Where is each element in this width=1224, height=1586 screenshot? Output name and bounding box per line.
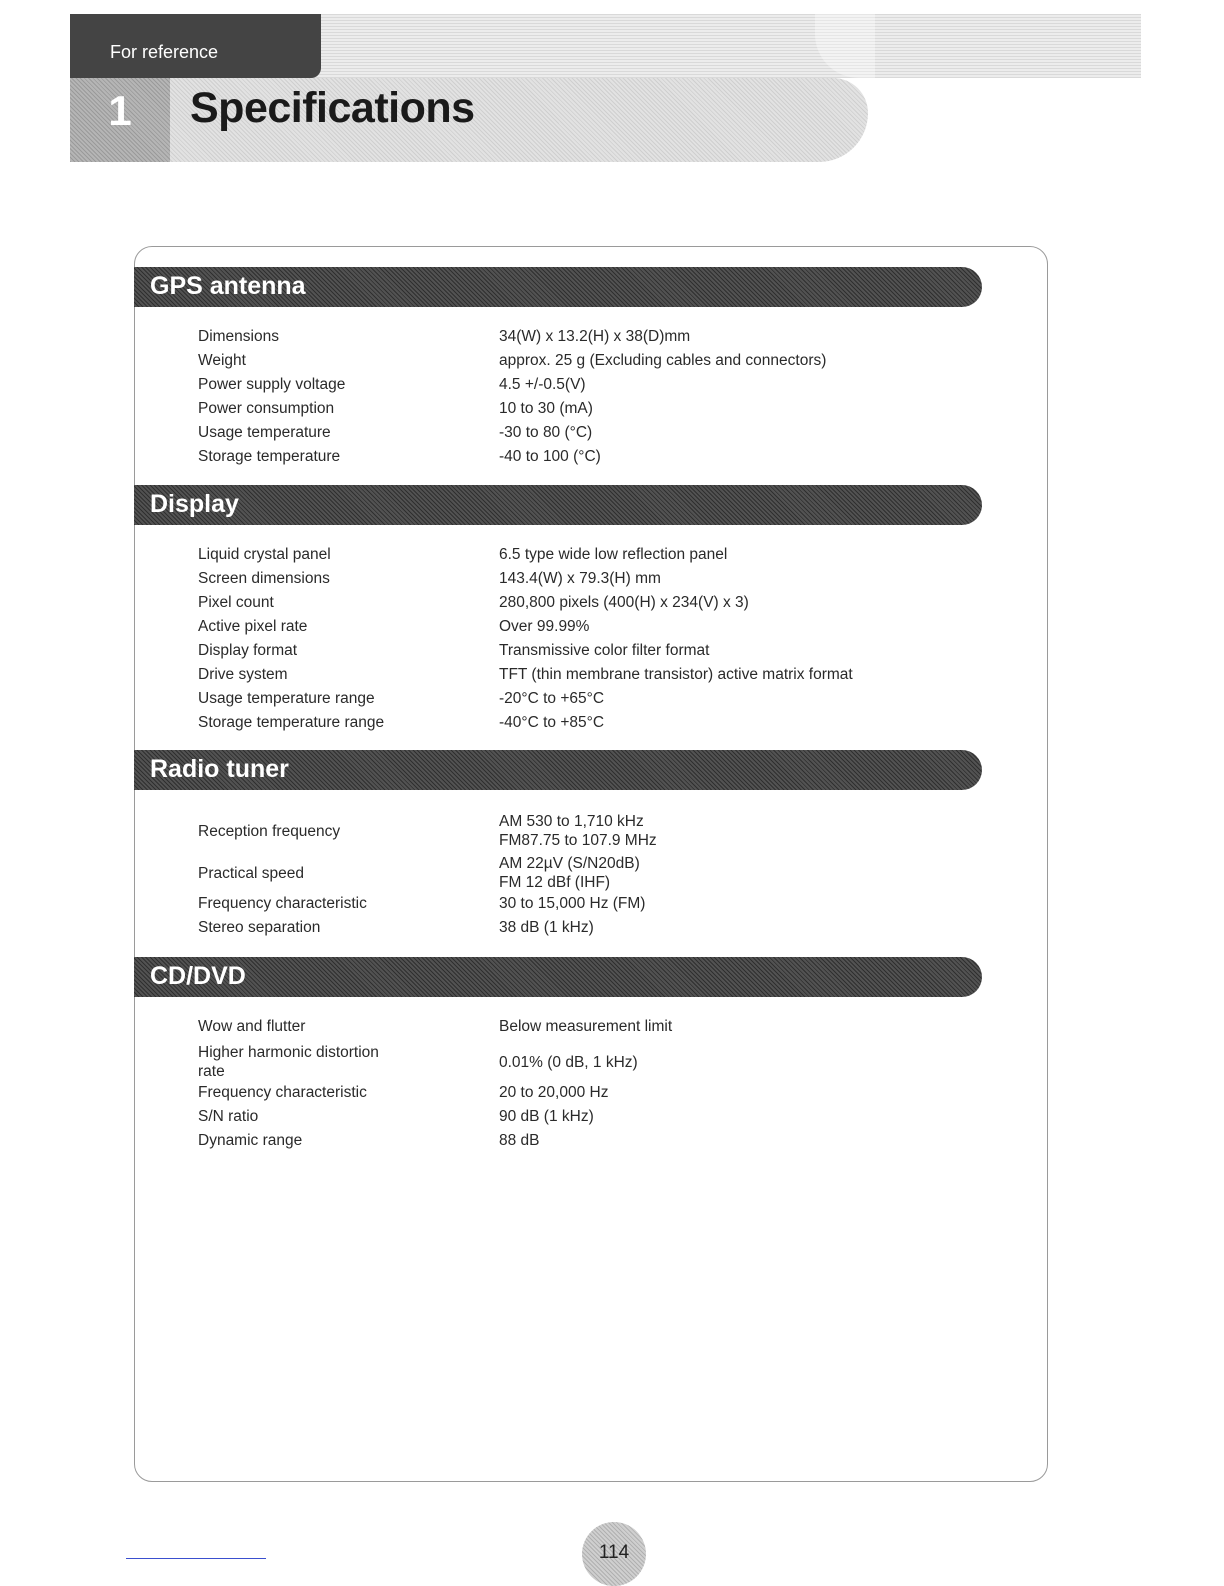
section-header-display: Display (134, 485, 982, 525)
spec-label: Storage temperature (198, 448, 341, 465)
spec-value: approx. 25 g (Excluding cables and connectors) (499, 352, 827, 369)
spec-label: Wow and flutter (198, 1018, 306, 1035)
spec-row (198, 1017, 958, 1041)
spec-label: S/N ratio (198, 1108, 259, 1125)
spec-row (198, 1131, 958, 1155)
cddvd-spec-table (198, 1017, 958, 1155)
spec-row (198, 545, 958, 569)
spec-label: Dynamic range (198, 1132, 303, 1149)
spec-value-line: FM 12 dBf (IHF) (499, 874, 611, 891)
spec-label: Stereo separation (198, 919, 321, 936)
display-spec-table (198, 545, 958, 737)
section-header-radio: Radio tuner (134, 750, 982, 790)
spec-label: Practical speed (198, 864, 304, 882)
spec-row (198, 399, 958, 423)
spec-row (198, 423, 958, 447)
spec-value-line: FM87.75 to 107.9 MHz (499, 832, 657, 849)
spec-label: Frequency characteristic (198, 1084, 367, 1101)
spec-row (198, 918, 958, 942)
spec-label: Power consumption (198, 400, 335, 417)
spec-label-line: Higher harmonic distortion (198, 1044, 379, 1061)
chapter-number: 1 (70, 78, 170, 162)
spec-row (198, 593, 958, 617)
spec-value: 20 to 20,000 Hz (499, 1084, 609, 1101)
spec-label: Power supply voltage (198, 376, 346, 393)
spec-value: Transmissive color filter format (499, 642, 710, 659)
spec-value: -20°C to +65°C (499, 690, 605, 707)
spec-value: 10 to 30 (mA) (499, 400, 593, 417)
spec-row (198, 1041, 958, 1083)
spec-label: Storage temperature range (198, 714, 385, 731)
page-number: 114 (582, 1522, 646, 1586)
spec-row (198, 810, 958, 852)
spec-value-line: AM 22µV (S/N20dB) (499, 855, 640, 872)
spec-label: Screen dimensions (198, 570, 330, 587)
spec-value-line: AM 530 to 1,710 kHz (499, 813, 644, 830)
gps-spec-table (198, 327, 958, 471)
spec-value: -30 to 80 (°C) (499, 424, 593, 441)
spec-value: -40°C to +85°C (499, 714, 605, 731)
spec-label: Drive system (198, 666, 288, 683)
spec-row (198, 894, 958, 918)
footer-rule (126, 1558, 266, 1559)
spec-row (198, 665, 958, 689)
spec-row (198, 569, 958, 593)
spec-value: -40 to 100 (°C) (499, 448, 601, 465)
section-header-gps: GPS antenna (134, 267, 982, 307)
radio-spec-table (198, 810, 958, 942)
spec-value: 38 dB (1 kHz) (499, 919, 594, 936)
spec-label: Dimensions (198, 328, 279, 345)
spec-row (198, 617, 958, 641)
spec-row (198, 327, 958, 351)
spec-value: 88 dB (499, 1132, 540, 1149)
spec-label-line: rate (198, 1063, 225, 1080)
spec-value: Below measurement limit (499, 1018, 673, 1035)
spec-label: Active pixel rate (198, 618, 308, 635)
spec-row (198, 713, 958, 737)
spec-row (198, 852, 958, 894)
spec-row (198, 1083, 958, 1107)
spec-row (198, 1107, 958, 1131)
spec-row (198, 689, 958, 713)
spec-value: 0.01% (0 dB, 1 kHz) (499, 1053, 638, 1071)
spec-label: Frequency characteristic (198, 895, 367, 912)
spec-label: Pixel count (198, 594, 274, 611)
spec-value: 34(W) x 13.2(H) x 38(D)mm (499, 328, 691, 345)
page-title: Specifications (190, 84, 475, 132)
spec-row (198, 447, 958, 471)
spec-label (198, 1043, 499, 1081)
spec-value: TFT (thin membrane transistor) active matrix format (499, 666, 853, 683)
spec-label: Liquid crystal panel (198, 546, 331, 563)
spec-row (198, 351, 958, 375)
spec-label: Reception frequency (198, 822, 341, 840)
spec-label: Usage temperature range (198, 690, 375, 707)
spec-value: 30 to 15,000 Hz (FM) (499, 895, 646, 912)
spec-value (499, 812, 958, 850)
spec-value: Over 99.99% (499, 618, 590, 635)
spec-value: 280,800 pixels (400(H) x 234(V) x 3) (499, 594, 749, 611)
spec-value: 4.5 +/-0.5(V) (499, 376, 586, 393)
spec-value: 90 dB (1 kHz) (499, 1108, 594, 1125)
spec-label: Usage temperature (198, 424, 331, 441)
spec-value: 6.5 type wide low reflection panel (499, 546, 728, 563)
spec-label: Weight (198, 352, 246, 369)
spec-label: Display format (198, 642, 298, 659)
spec-row (198, 375, 958, 399)
category-tab (70, 14, 321, 78)
section-header-cddvd: CD/DVD (134, 957, 982, 997)
category-label: For reference (110, 42, 219, 62)
spec-value: 143.4(W) x 79.3(H) mm (499, 570, 661, 587)
spec-row (198, 641, 958, 665)
spec-value (499, 854, 958, 892)
